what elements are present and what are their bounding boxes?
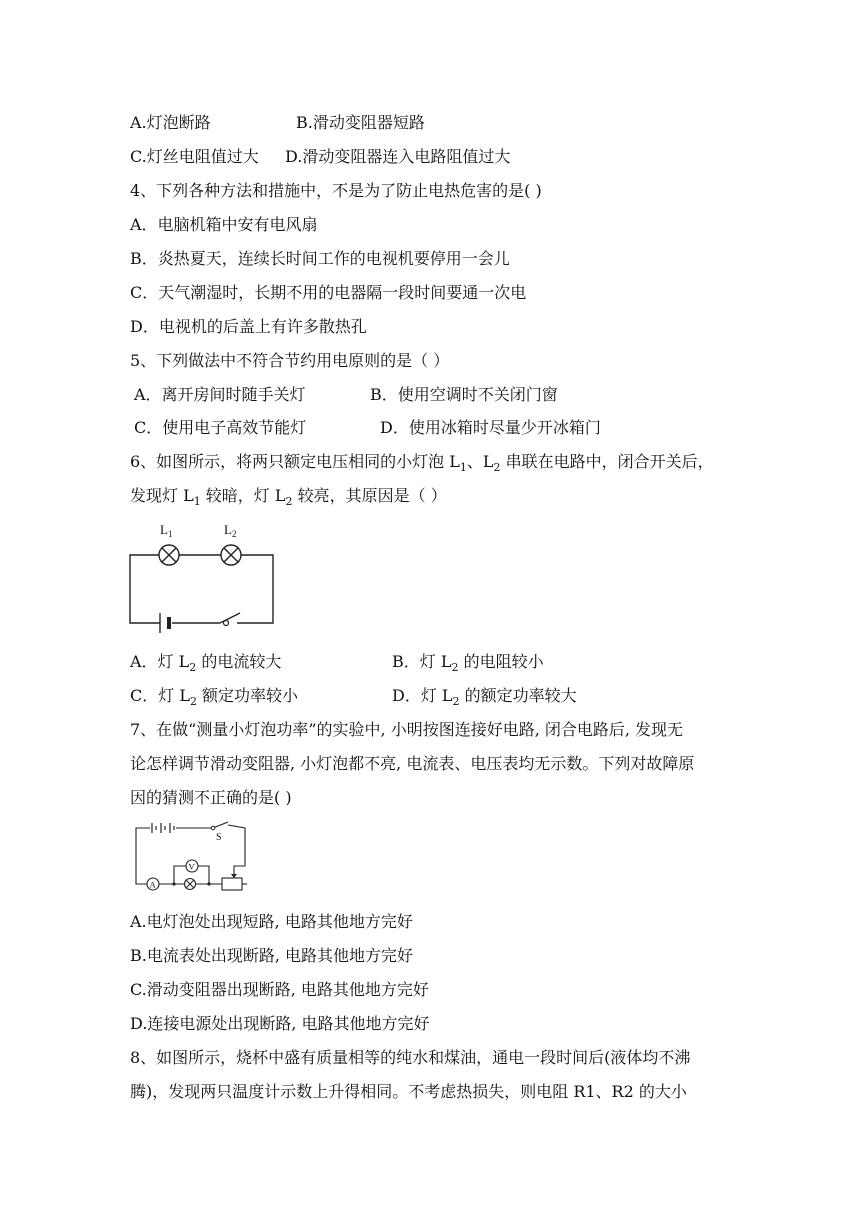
q3-option-d: D.滑动变阻器连入电路阻值过大 xyxy=(285,147,511,166)
switch-icon xyxy=(224,621,229,626)
rheostat-slider-icon xyxy=(231,874,237,878)
q6-option-c: C．灯 $L_2$ 额定功率较小 xyxy=(130,686,299,709)
ammeter-icon xyxy=(147,878,159,890)
q7-stem-line3: 因的猜测不正确的是( ) xyxy=(130,788,292,807)
q7-option-a: A.电灯泡处出现短路, 电路其他地方完好 xyxy=(130,912,413,931)
q4-option-c: C．天气潮湿时，长期不用的电器隔一段时间要通一次电 xyxy=(130,283,527,302)
q7-stem-line2: 论怎样调节滑动变阻器, 小灯泡都不亮, 电流表、电压表均无示数。下列对故障原 xyxy=(130,754,695,773)
svg-text:A: A xyxy=(149,879,156,890)
q4-option-d: D．电视机的后盖上有许多散热孔 xyxy=(130,317,367,336)
switch-label: S xyxy=(216,832,222,843)
q6-stem-line1: 6、如图所示，将两只额定电压相同的小灯泡 $L_1$、$L_2$ 串联在电路中，闭合开关后， xyxy=(130,452,714,475)
lamp-icon xyxy=(185,879,196,890)
q4-stem: 4、下列各种方法和措施中，不是为了防止电热危害的是( ) xyxy=(130,181,542,200)
q6-circuit-diagram xyxy=(120,515,290,640)
switch-icon xyxy=(211,826,215,830)
q3-option-b: B.滑动变阻器短路 xyxy=(296,113,425,132)
q3-option-c: C.灯丝电阻值过大 xyxy=(130,147,259,166)
q7-option-b: B.电流表处出现断路, 电路其他地方完好 xyxy=(130,946,414,965)
q5-option-c: C．使用电子高效节能灯 xyxy=(134,418,307,437)
q7-stem-line1: 7、在做“测量小灯泡功率”的实验中, 小明按图连接好电路, 闭合电路后, 发现无 xyxy=(130,720,684,739)
q3-option-a: A.灯泡断路 xyxy=(130,113,211,132)
battery-icon xyxy=(167,617,171,629)
lamp-l2-label: $L_2$ xyxy=(224,522,237,539)
q6-option-a: A．灯 $L_2$ 的电流较大 xyxy=(130,652,282,675)
q6-option-d: D．灯 $L_2$ 的额定功率较大 xyxy=(392,686,577,709)
q4-option-b: B．炎热夏天，连续长时间工作的电视机要停用一会儿 xyxy=(130,249,510,268)
q5-option-a: A．离开房间时随手关灯 xyxy=(134,385,306,404)
battery-icon xyxy=(152,823,174,833)
voltmeter-icon xyxy=(186,860,198,872)
q7-circuit-diagram xyxy=(128,818,253,893)
q7-option-c: C.滑动变阻器出现断路, 电路其他地方完好 xyxy=(130,980,429,999)
q6-stem-line2: 发现灯 $L_1$ 较暗，灯 $L_2$ 较亮，其原因是（ ） xyxy=(130,486,447,509)
lamp-l1-icon xyxy=(159,545,179,565)
q7-option-d: D.连接电源处出现断路, 电路其他地方完好 xyxy=(130,1014,430,1033)
q5-option-d: D．使用冰箱时尽量少开冰箱门 xyxy=(380,418,601,437)
q5-option-b: B．使用空调时不关闭门窗 xyxy=(370,385,558,404)
q8-stem-line1: 8、如图所示，烧杯中盛有质量相等的纯水和煤油，通电一段时间后(液体均不沸 xyxy=(130,1048,691,1067)
q4-option-a: A．电脑机箱中安有电风扇 xyxy=(130,215,318,234)
q8-stem-line2: 腾)，发现两只温度计示数上升得相同。不考虑热损失，则电阻 R1、R2 的大小 xyxy=(130,1082,687,1101)
q6-option-b: B．灯 $L_2$ 的电阻较小 xyxy=(392,652,544,675)
svg-text:V: V xyxy=(188,861,195,872)
lamp-l2-icon xyxy=(221,545,241,565)
lamp-l1-label: $L_1$ xyxy=(160,522,173,539)
q5-stem: 5、下列做法中不符合节约用电原则的是（ ） xyxy=(130,351,450,370)
